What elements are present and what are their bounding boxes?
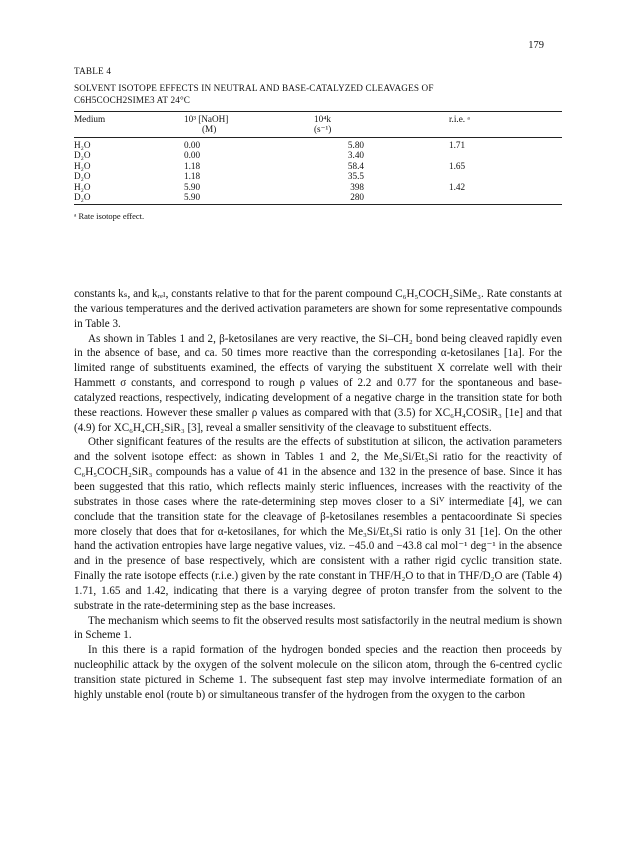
table-row (74, 192, 562, 202)
cell-medium: H₂O (74, 160, 91, 171)
header-naoh-line-1: 10³ [NaOH] (184, 114, 229, 124)
cell-naoh: 1.18 (184, 160, 201, 171)
table-label: TABLE 4 (74, 66, 112, 76)
table-header-row (74, 112, 562, 137)
table-caption-line-2: C6H5COCH2SIME3 AT 24°C (74, 95, 191, 105)
cell-k: 58.4 (347, 160, 364, 171)
table-caption-line-1: SOLVENT ISOTOPE EFFECTS IN NEUTRAL AND BASE-CATALYZED CLEAVAGES OF (74, 83, 434, 93)
paragraph-mechanism-detail: In this there is a rapid formation of the hydrogen bonded species and the reaction then proceeds by nucleophilic attack by the oxygen of the solvent molecule on the silicon atom, through the 6-centred cyclic transition state pictured in Scheme 1. The subsequent fast step may involve intermediate formation of an highly unstable enol (route b) or simultaneous transfer of the hydrogen from the oxygen to the carbon (74, 644, 562, 701)
paragraph-silicon-substitution: Other significant features of the results are the effects of substitution at silicon, the activation parameters and the solvent isotope effect: as shown in Tables 1 and 2, the Me₃Si/Et₃Si ratio for the reactivity of C₆H₅COCH₂SiR₃ compounds has a value of 41 in the absence and 132 in the presence of base. Since it has been suggested that this ratio, which reflects mainly steric influences, increases with the reactivity of the substrates in those cases where the rate-determining step moves closer to a Siⱽ intermediate [4], we can conclude that the transition state for the cleavage of β-ketosilanes resembles a pentacoordinate Si species more closely that does that for α-ketosilanes, for which the Me₃Si/Et₃Si ratio is only 31 [1e]. On the other hand the activation entropies have large negative values, viz. −45.0 and −43.8 cal mol⁻¹ deg⁻¹ in the absence and in the presence of base respectively, which are consistent with a rather rigid cyclic transition state. Finally the rate isotope effects (r.i.e.) given by the rate constant in THF/H₂O to that in THF/D₂O are (Table 4) 1.71, 1.65 and 1.42, indicating that there is a varying degree of proton transfer from the solvent to the substrate in the rate-determining step as the base increases. (74, 436, 562, 612)
cell-k: 35.5 (347, 171, 364, 182)
paragraph-continuation: constants kₛ, and kᵣₑₗ, constants relative to that for the parent compound C₆H₅COCH₂SiMe₃. Rate constants at the various temperatures and the derived activation parameters are shown for some representative compounds in Table 3. (74, 288, 562, 330)
cell-medium: D₂O (74, 171, 91, 182)
paragraph-reactivity: As shown in Tables 1 and 2, β-ketosilanes are very reactive, the Si–CH₂ bond being cleaved rapidly even in the absence of base, and ca. 50 times more reactive than the corresponding α-ketosilanes [1a]. For the limited range of substituents examined, the effects of varying the substituent X correlate well with their Hammett σ constants, and correspond to rough ρ values of 2.2 and 0.77 for the spontaneous and base-catalyzed reactions, respectively, indicating development of a negative charge in the transition state for both these reactions. However these smaller ρ values as compared with that (3.5) for XC₆H₄COSiR₃ [1e] and that (4.9) for XC₆H₄CH₂SiR₃ [3], reveal a smaller sensitivity of the cleavage to substituent effects. (74, 332, 562, 434)
cell-k: 5.80 (347, 140, 364, 150)
cell-rie: 1.42 (449, 181, 466, 192)
header-medium: Medium (74, 114, 106, 124)
header-naoh (184, 114, 314, 135)
header-rate-constant-line-2: (s⁻¹) (314, 124, 332, 134)
isotope-effects-table (74, 66, 562, 221)
page-number: 179 (528, 40, 544, 51)
table-bottom-rule (74, 204, 562, 205)
table-body (74, 138, 562, 204)
cell-medium: H₂O (74, 181, 91, 192)
cell-naoh: 0.00 (184, 150, 201, 161)
table-footnote: ᵃ Rate isotope effect. (74, 211, 145, 222)
cell-k: 280 (350, 192, 364, 203)
table-row (74, 171, 562, 181)
cell-naoh: 5.90 (184, 181, 201, 192)
header-naoh-line-2: (M) (202, 124, 217, 134)
cell-k: 398 (350, 181, 364, 192)
cell-naoh: 1.18 (184, 171, 201, 182)
table-caption (74, 82, 562, 106)
cell-rie (449, 150, 562, 160)
cell-naoh: 0.00 (184, 140, 201, 150)
paragraph-mechanism-intro: The mechanism which seems to fit the observed results most satisfactorily in the neutral medium is shown in Scheme 1. (74, 614, 562, 642)
cell-rie (449, 171, 562, 181)
header-rate-constant (314, 114, 449, 135)
cell-naoh: 5.90 (184, 192, 201, 203)
cell-rie: 1.71 (449, 140, 466, 150)
table-row (74, 182, 562, 192)
cell-medium: D₂O (74, 150, 91, 161)
body-text (74, 287, 562, 703)
table-row (74, 140, 562, 150)
cell-medium: H₂O (74, 140, 91, 150)
cell-rie: 1.65 (449, 160, 466, 171)
table-row (74, 150, 562, 160)
header-rate-constant-line-1: 10⁴k (314, 114, 331, 124)
header-rie: r.i.e. ᵃ (449, 114, 470, 124)
cell-rie (449, 192, 562, 202)
cell-medium: D₂O (74, 192, 91, 203)
cell-k: 3.40 (347, 150, 364, 161)
table-row (74, 161, 562, 171)
